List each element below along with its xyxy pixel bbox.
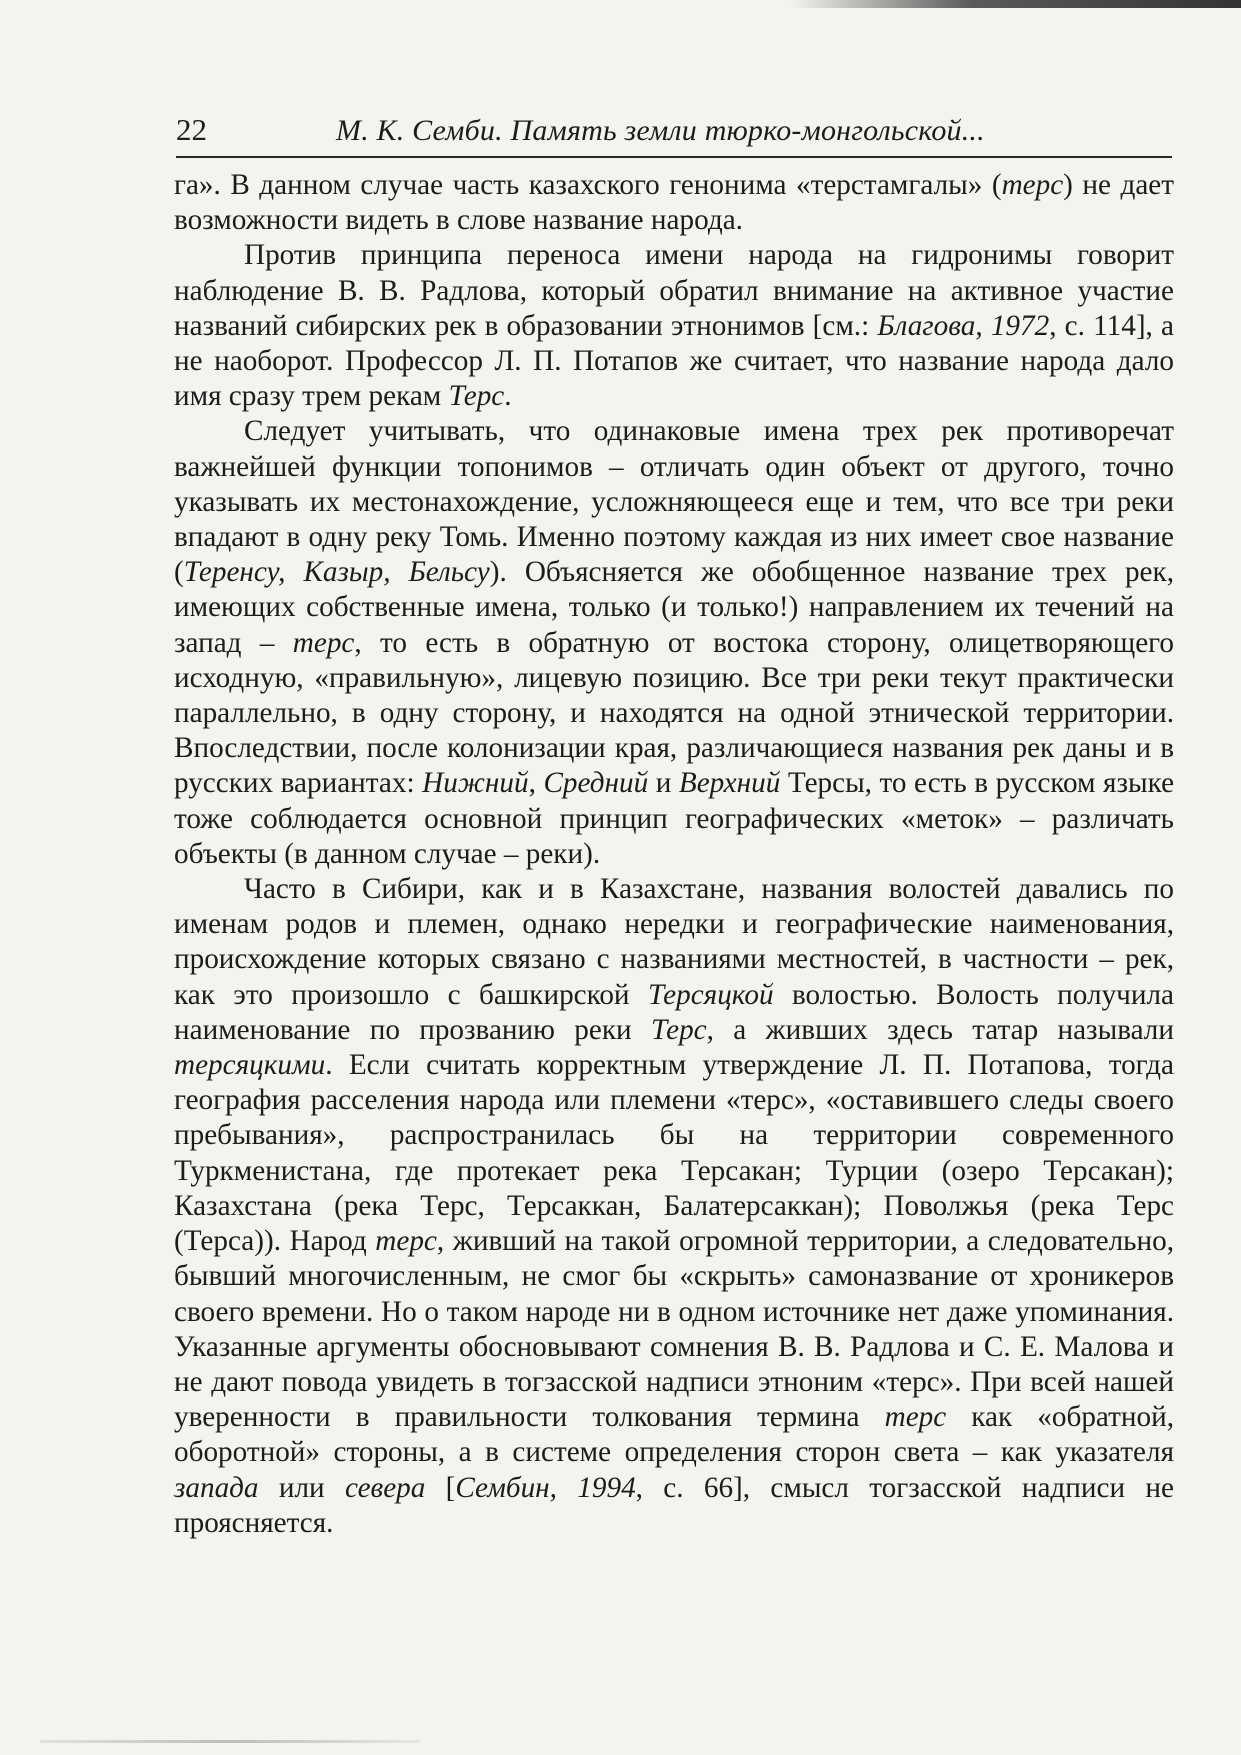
italic-term: терс [884, 1401, 947, 1434]
italic-term: терсяцкими [174, 1049, 326, 1082]
text-run: или [258, 1471, 345, 1504]
text-run: . Если считать корректным утверждение Л. П. Потапова, тогда география расселения народа или племени «терс», «оставившего следы своего пребывания», распространилась бы на территории современного Туркменистана, где протекает река Терсакан; Турции (озеро Терсакан); Казахстана (река Терс, Терсаккан, Балатерсаккан); Поволжья (река Терс (Терса)). Народ [174, 1049, 1174, 1258]
text-run: , то есть в обратную от востока сторону, олицетворяющего исходную, «правильную», лицевую позицию. Все три реки текут практически параллельно, в одну сторону, и находятся на одной этнической территории. Впоследствии, после колонизации края, различающиеся названия рек даны и в русских вариантах: [174, 626, 1174, 800]
italic-term: Благова, 1972 [877, 309, 1050, 342]
text-run: , с. 66], смысл тогзасской надписи не проясняется. [174, 1471, 1174, 1539]
running-title: М. К. Семби. Память земли тюрко-монгольской... [336, 114, 985, 147]
italic-term: Терс [650, 1013, 707, 1046]
text-run: , живший на такой огромной территории, а следовательно, бывший многочисленным, не смог бы «скрыть» самоназвание от хроникеров своего времени. Но о таком народе ни в одном источнике нет даже упоминания. Указанные аргументы обосновывают сомнения В. В. Радлова и С. Е. Малова и не дают повода увидеть в тогзасской надписи этноним «терс». При всей нашей уверенности в правильности толкования термина [174, 1225, 1174, 1434]
italic-term: терс [375, 1225, 437, 1258]
text-run: Часто в Сибири, как и в Казахстане, названия волостей давались по именам родов и племен, однако нередки и географические наименования, происхождение которых связано с названиями местностей, в частности – рек, как это произошло с башкирской [174, 873, 1174, 1011]
text-run: . [504, 380, 512, 413]
text-run: и [648, 767, 679, 800]
text-run: , а живших здесь татар называли [706, 1013, 1174, 1046]
italic-term: Терсяцкой [647, 978, 774, 1011]
page-number: 22 [176, 112, 207, 147]
italic-term: Сембин, 1994 [455, 1471, 636, 1504]
scan-bottom-mark [40, 1740, 420, 1743]
text-run: , [528, 767, 544, 800]
text-run: ). Объясняется же обобщенное название трех рек, имеющих собственные имена, только (и только!) направлением их течений на запад – [174, 556, 1174, 659]
paragraph [174, 168, 1174, 238]
text-run: [ [425, 1471, 456, 1504]
paragraph [174, 872, 1174, 1541]
paragraph [174, 414, 1174, 872]
italic-term: запада [174, 1471, 259, 1504]
italic-term: Теренсу, Казыр, Бельсу [183, 556, 490, 589]
page-header [176, 108, 1172, 158]
text-run: Терсы, то есть в русском языке тоже соблюдается основной принцип географических «меток» – различать объекты (в данном случае – реки). [174, 767, 1175, 870]
text-run: Против принципа переноса имени народа на гидронимы говорит наблюдение В. В. Радлова, который обратил внимание на активное участие названий сибирских рек в образовании этнонимов [см.: [174, 239, 1174, 342]
text-run: га». В данном случае часть казахского генонима «терстамгалы» ( [174, 169, 1002, 201]
italic-term: терс [1001, 169, 1064, 201]
text-run: как «обратной, оборотной» стороны, а в системе определения сторон света – как указателя [174, 1401, 1175, 1469]
body-text [174, 168, 1174, 1541]
italic-term: Нижний [422, 767, 529, 800]
italic-term: Верхний [678, 767, 781, 800]
text-run: волостью. Волость получила наименование по прозванию реки [174, 978, 1174, 1046]
italic-term: Терс [448, 380, 505, 413]
italic-term: терс [292, 626, 355, 659]
text-run: ) не дает возможности видеть в слове название народа. [174, 169, 1175, 237]
paragraph [174, 238, 1174, 414]
text-run: , с. 114], а не наоборот. Профессор Л. П. Потапов же считает, что название народа дало имя сразу трем рекам [174, 309, 1174, 413]
text-run: Следует учитывать, что одинаковые имена трех рек противоречат важнейшей функции топонимов – отличать один объект от другого, точно указывать их местонахождение, усложняющееся еще и тем, что все три реки впадают в одну реку Томь. Именно поэтому каждая из них имеет свое название ( [174, 415, 1174, 589]
italic-term: Средний [543, 767, 649, 800]
scan-edge-shadow [790, 0, 1241, 8]
italic-term: севера [345, 1471, 426, 1504]
